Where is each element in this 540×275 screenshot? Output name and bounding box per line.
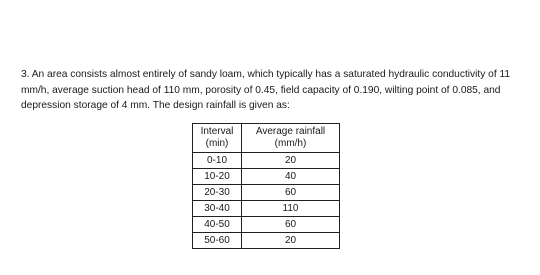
interval-column-header [193,124,242,153]
table-header-row [193,124,340,153]
rainfall-cell: 20 [242,153,340,169]
problem-statement: 3. An area consists almost entirely of sandy loam, which typically has a saturated hydraulic conductivity of 11 mm/h, average suction head of 110 mm, porosity of 0.45, field capacity of 0.190, wilting point of 0.085, and depression storage of 4 mm. The design rainfall is given as: [21,69,511,111]
rainfall-header-unit: (mm/h) [274,138,307,149]
design-rainfall-table [192,123,340,249]
interval-cell: 20-30 [193,185,242,201]
table-row [193,217,340,233]
rainfall-cell: 60 [242,217,340,233]
table-row [193,153,340,169]
rainfall-cell: 20 [242,233,340,249]
interval-header-label: Interval [200,126,234,137]
table-row [193,185,340,201]
interval-cell: 30-40 [193,201,242,217]
rainfall-cell: 40 [242,169,340,185]
rainfall-header-label: Average rainfall [255,126,326,137]
interval-header-unit: (min) [205,138,229,149]
rainfall-cell: 110 [242,201,340,217]
interval-cell: 40-50 [193,217,242,233]
interval-cell: 50-60 [193,233,242,249]
rainfall-cell: 60 [242,185,340,201]
table-row [193,233,340,249]
interval-cell: 10-20 [193,169,242,185]
rainfall-column-header [242,124,340,153]
table-row [193,201,340,217]
table-row [193,169,340,185]
interval-cell: 0-10 [193,153,242,169]
